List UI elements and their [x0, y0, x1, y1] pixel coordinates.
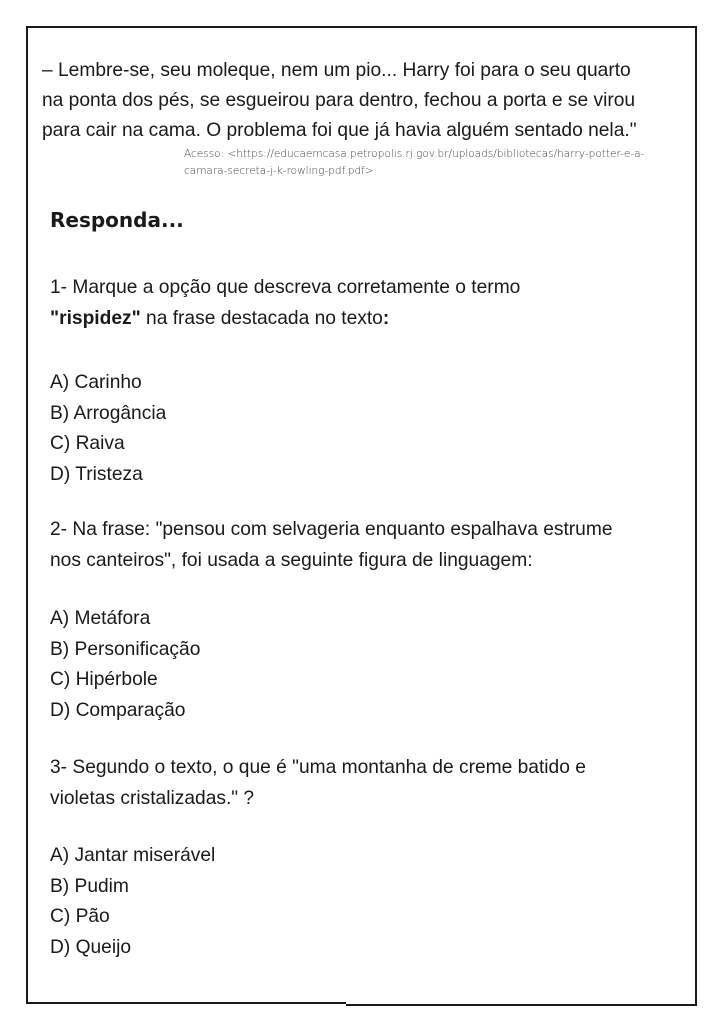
answer-option: D) Comparação [50, 699, 186, 721]
question-3 [50, 752, 700, 814]
answer-option: D) Queijo [50, 936, 132, 958]
question-text: violetas cristalizadas." ? [50, 788, 255, 809]
question-1-options [50, 368, 650, 490]
answer-option: A) Carinho [50, 372, 142, 393]
question-text: 2- Na frase: "pensou com selvageria enquanto espalhava estrume [50, 519, 613, 540]
question-1 [50, 272, 700, 334]
question-text [50, 303, 700, 334]
answer-option: A) Metáfora [50, 608, 151, 629]
answer-option: B) Arrogância [50, 402, 167, 424]
answer-option: C) Hipérbole [50, 669, 158, 690]
question-2 [50, 514, 700, 576]
question-text: 1- Marque a opção que descreva corretamente o termo [50, 277, 521, 298]
answer-option: B) Pudim [50, 875, 129, 897]
frame-bottom-right [346, 1004, 697, 1006]
highlighted-term: "rispidez" [50, 308, 141, 329]
answer-option: B) Personificação [50, 638, 201, 660]
answer-option: C) Raiva [50, 433, 125, 454]
excerpt-line: – Lembre-se, seu moleque, nem um pio... Harry foi para o seu quarto [42, 60, 631, 81]
story-excerpt [42, 56, 692, 146]
answer-option: C) Pão [50, 906, 110, 927]
frame-bottom-left [26, 1002, 346, 1004]
excerpt-line: na ponta dos pés, se esgueirou para dentro, fechou a porta e se virou [42, 90, 636, 111]
question-text-rest: na frase destacada no texto [140, 308, 383, 329]
question-text: 3- Segundo o texto, o que é "uma montanha de creme batido e [50, 757, 586, 778]
citation-line: Acesso: <https://educaemcasa.petropolis.rj.gov.br/uploads/bibliotecas/harry-potter-e-a- [184, 148, 645, 160]
question-colon: : [382, 308, 390, 329]
answer-option: D) Tristeza [50, 463, 143, 485]
answer-option: A) Jantar miserável [50, 845, 216, 866]
question-3-options [50, 841, 650, 963]
question-text: nos canteiros", foi usada a seguinte figura de linguagem: [50, 550, 533, 571]
question-2-options [50, 604, 650, 726]
citation-line: camara-secreta-j-k-rowling-pdf.pdf> [184, 165, 374, 177]
source-citation [184, 146, 674, 180]
section-title: Responda... [50, 208, 184, 232]
frame-left-edge [26, 970, 28, 1004]
excerpt-line: para cair na cama. O problema foi que já havia alguém sentado nela." [42, 120, 637, 141]
